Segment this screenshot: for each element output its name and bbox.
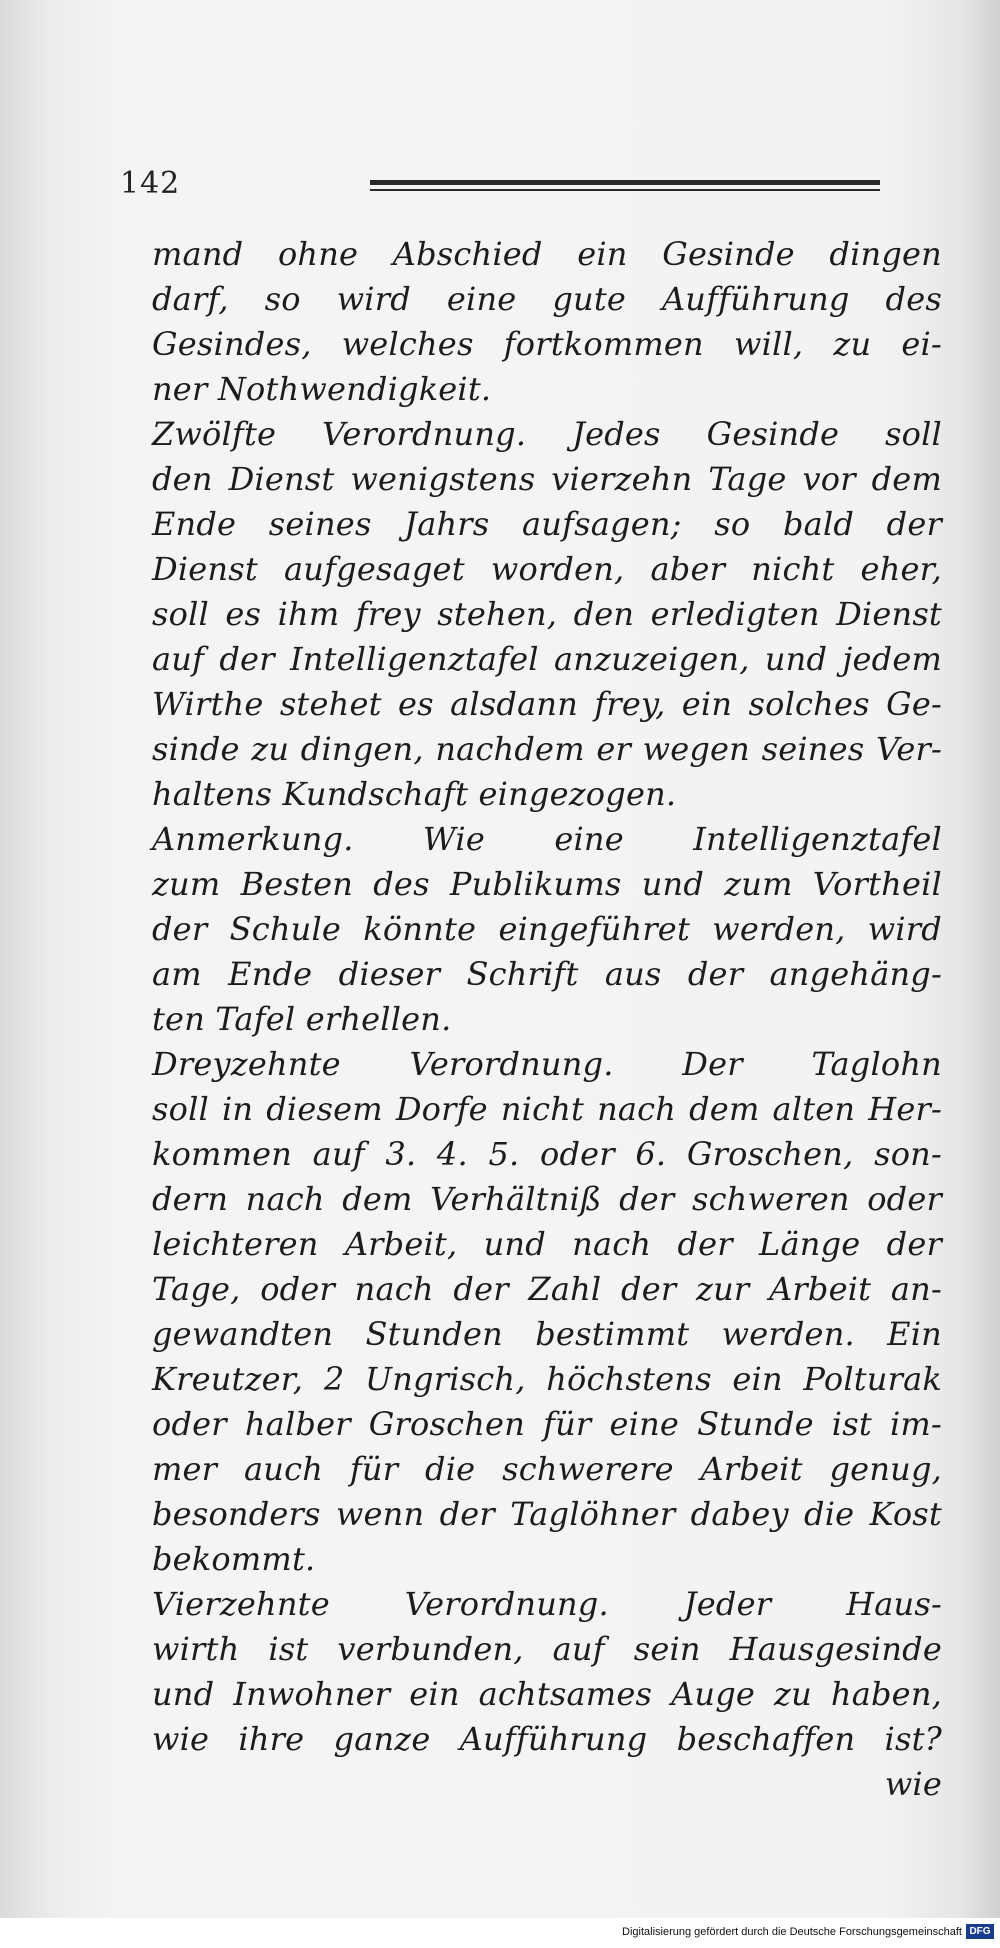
text-line: besonders wenn der Taglöhner dabey die Kost: [152, 1495, 942, 1533]
text-line: Anmerkung. Wie eine Intelligenztafel: [152, 820, 942, 858]
text-line: Dienst aufgesaget worden, aber nicht eher,: [152, 550, 942, 588]
footer-bar: [0, 1918, 1000, 1948]
text-line: der Schule könnte eingeführet werden, wird: [152, 910, 942, 948]
text-line: und Inwohner ein achtsames Auge zu haben,: [152, 1675, 942, 1713]
text-line: gewandten Stunden bestimmt werden. Ein: [152, 1315, 942, 1353]
text-line: Wirthe stehet es alsdann frey, ein solches Ge-: [152, 685, 942, 723]
text-line: kommen auf 3. 4. 5. oder 6. Groschen, son-: [152, 1135, 942, 1173]
text-line: Tage, oder nach der Zahl der zur Arbeit an-: [152, 1270, 942, 1308]
text-line: mer auch für die schwerere Arbeit genug,: [152, 1450, 942, 1488]
body-text: [152, 232, 942, 1807]
dfg-logo: DFG: [966, 1924, 994, 1939]
catchword: wie: [884, 1765, 942, 1803]
text-line: Zwölfte Verordnung. Jedes Gesinde soll: [152, 415, 942, 453]
text-line: Gesindes, welches fortkommen will, zu ei-: [152, 325, 942, 363]
text-line: soll in diesem Dorfe nicht nach dem alten Her-: [152, 1090, 942, 1128]
text-line: mand ohne Abschied ein Gesinde dingen: [152, 235, 942, 273]
text-line: am Ende dieser Schrift aus der angehäng-: [152, 955, 942, 993]
header-rule-thin: [370, 189, 880, 191]
text-line: Ende seines Jahrs aufsagen; so bald der: [152, 505, 942, 543]
text-line: wirth ist verbunden, auf sein Hausgesinde: [152, 1630, 942, 1668]
text-line: zum Besten des Publikums und zum Vortheil: [152, 865, 942, 903]
text-line: leichteren Arbeit, und nach der Länge der: [152, 1225, 942, 1263]
text-line: haltens Kundschaft eingezogen.: [152, 775, 677, 813]
text-line: ner Nothwendigkeit.: [152, 370, 492, 408]
text-line: ten Tafel erhellen.: [152, 1000, 452, 1038]
text-line: Dreyzehnte Verordnung. Der Taglohn: [152, 1045, 942, 1083]
text-line: Kreutzer, 2 Ungrisch, höchstens ein Polturak: [152, 1360, 942, 1398]
header-rule: [370, 180, 880, 185]
text-line: darf, so wird eine gute Aufführung des: [152, 280, 942, 318]
text-line: dern nach dem Verhältniß der schweren oder: [152, 1180, 942, 1218]
page-number: 142: [120, 166, 181, 201]
text-line: wie ihre ganze Aufführung beschaffen ist?: [152, 1720, 942, 1758]
text-line: bekommt.: [152, 1540, 316, 1578]
text-line: den Dienst wenigstens vierzehn Tage vor dem: [152, 460, 942, 498]
footer-credit: Digitalisierung gefördert durch die Deutsche Forschungsgemeinschaft: [622, 1926, 962, 1938]
text-line: sinde zu dingen, nachdem er wegen seines Ver-: [152, 730, 942, 768]
text-line: Vierzehnte Verordnung. Jeder Haus-: [152, 1585, 942, 1623]
text-line: soll es ihm frey stehen, den erledigten Dienst: [152, 595, 942, 633]
text-line: auf der Intelligenztafel anzuzeigen, und jedem: [152, 640, 942, 678]
text-line: oder halber Groschen für eine Stunde ist im-: [152, 1405, 942, 1443]
